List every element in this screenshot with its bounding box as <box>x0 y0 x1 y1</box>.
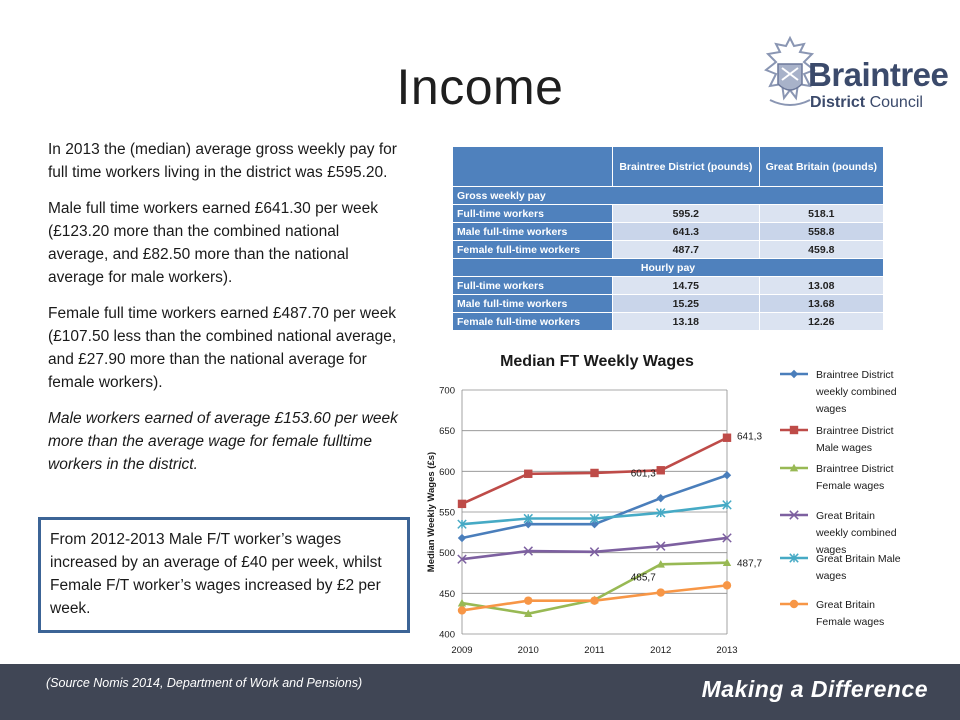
data-point <box>458 534 466 542</box>
data-point <box>458 606 466 614</box>
y-tick-label: 450 <box>439 588 455 600</box>
table-header-braintree: Braintree District (pounds) <box>613 147 760 187</box>
table-row <box>453 241 884 259</box>
table-row <box>453 223 884 241</box>
cell-gb: 12.26 <box>759 313 883 331</box>
data-point <box>524 596 532 604</box>
y-tick-label: 650 <box>439 426 455 438</box>
x-tick-label: 2011 <box>584 645 605 656</box>
series-line <box>462 538 727 559</box>
y-tick-label: 600 <box>439 466 455 478</box>
row-label: Male full-time workers <box>453 223 613 241</box>
data-label: 641,3 <box>737 431 763 443</box>
table-row <box>453 277 884 295</box>
page-title: Income <box>396 59 564 115</box>
legend-label: Great Britain weekly combined wages <box>816 510 897 556</box>
data-point <box>590 469 598 477</box>
legend-label: Braintree District Female wages <box>816 463 894 492</box>
x-tick-label: 2010 <box>517 645 539 656</box>
legend-marker <box>790 370 798 378</box>
legend-label: Great Britain Female wages <box>816 599 885 628</box>
data-label: 601,3 <box>630 468 656 480</box>
footer-bar <box>0 664 960 720</box>
data-point <box>590 596 598 604</box>
data-point <box>723 581 731 589</box>
series-line <box>462 563 727 614</box>
cell-braintree: 487.7 <box>613 241 760 259</box>
wages-chart <box>420 340 940 660</box>
table-header-gb: Great Britain (pounds) <box>759 147 883 187</box>
legend-label: Great Britain Male wages <box>816 553 901 582</box>
x-tick-label: 2012 <box>650 645 672 656</box>
footer-source: (Source Nomis 2014, Department of Work and Pensions) <box>46 676 363 690</box>
logo-subtitle: District Council <box>810 94 923 111</box>
y-axis-label: Median Weekly Wages (£s) <box>426 451 437 573</box>
legend-label: Braintree District weekly combined wages <box>816 369 897 415</box>
paragraph-female-pay: Female full time workers earned £487.70 per week (£107.50 less than the combined national average, and £27.90 more than the national average for female workers). <box>48 305 397 391</box>
table-section-row <box>453 259 884 277</box>
y-tick-label: 550 <box>439 507 455 519</box>
paragraph-average-pay: In 2013 the (median) average gross weekly pay for full time workers living in the district was £595.20. <box>48 141 397 181</box>
logo-name: Braintree <box>808 56 949 93</box>
data-point <box>657 494 665 502</box>
paragraph-male-pay: Male full time workers earned £641.30 per week (£123.20 more than the combined national average, and £82.50 more than the national average for male workers). <box>48 200 378 286</box>
legend-marker <box>790 600 798 608</box>
y-tick-label: 500 <box>439 548 455 560</box>
data-label: 485,7 <box>630 572 656 584</box>
table-row <box>453 295 884 313</box>
data-label: 487,7 <box>737 558 763 570</box>
row-label: Female full-time workers <box>453 241 613 259</box>
y-tick-label: 400 <box>439 629 455 641</box>
x-tick-label: 2009 <box>451 645 473 656</box>
row-label: Male full-time workers <box>453 295 613 313</box>
x-tick-label: 2013 <box>716 645 738 656</box>
row-label: Female full-time workers <box>453 313 613 331</box>
paragraph-pay-gap: Male workers earned of average £153.60 per week more than the average wage for female fulltime workers in the district. <box>48 410 398 473</box>
cell-braintree: 595.2 <box>613 205 760 223</box>
cell-braintree: 14.75 <box>613 277 760 295</box>
table-row <box>453 205 884 223</box>
wages-chart-svg <box>420 340 940 660</box>
data-point <box>657 588 665 596</box>
table-header-blank <box>453 147 613 187</box>
y-tick-label: 700 <box>439 385 455 397</box>
table-header-row <box>453 147 884 187</box>
data-point <box>458 500 466 508</box>
council-logo <box>760 30 949 120</box>
section-label: Hourly pay <box>453 259 884 277</box>
cell-braintree: 13.18 <box>613 313 760 331</box>
highlight-box: From 2012-2013 Male F/T worker’s wages increased by an average of £40 per week, whilst Female F/T worker’s wages increased by £2 per week. <box>38 517 410 633</box>
data-point <box>723 471 731 479</box>
row-label: Full-time workers <box>453 205 613 223</box>
legend-label: Braintree District Male wages <box>816 425 894 454</box>
table-section-row <box>453 187 884 205</box>
footer-tagline: Making a Difference <box>701 676 928 702</box>
cell-braintree: 15.25 <box>613 295 760 313</box>
data-point <box>723 434 731 442</box>
pay-table <box>452 146 884 331</box>
cell-gb: 13.08 <box>759 277 883 295</box>
data-point <box>657 466 665 474</box>
data-point <box>524 470 532 478</box>
cell-braintree: 641.3 <box>613 223 760 241</box>
cell-gb: 13.68 <box>759 295 883 313</box>
legend-marker <box>790 426 798 434</box>
section-label: Gross weekly pay <box>453 187 884 205</box>
table-row <box>453 313 884 331</box>
summary-text <box>48 138 398 489</box>
cell-gb: 518.1 <box>759 205 883 223</box>
row-label: Full-time workers <box>453 277 613 295</box>
cell-gb: 459.8 <box>759 241 883 259</box>
chart-title: Median FT Weekly Wages <box>500 353 694 370</box>
cell-gb: 558.8 <box>759 223 883 241</box>
